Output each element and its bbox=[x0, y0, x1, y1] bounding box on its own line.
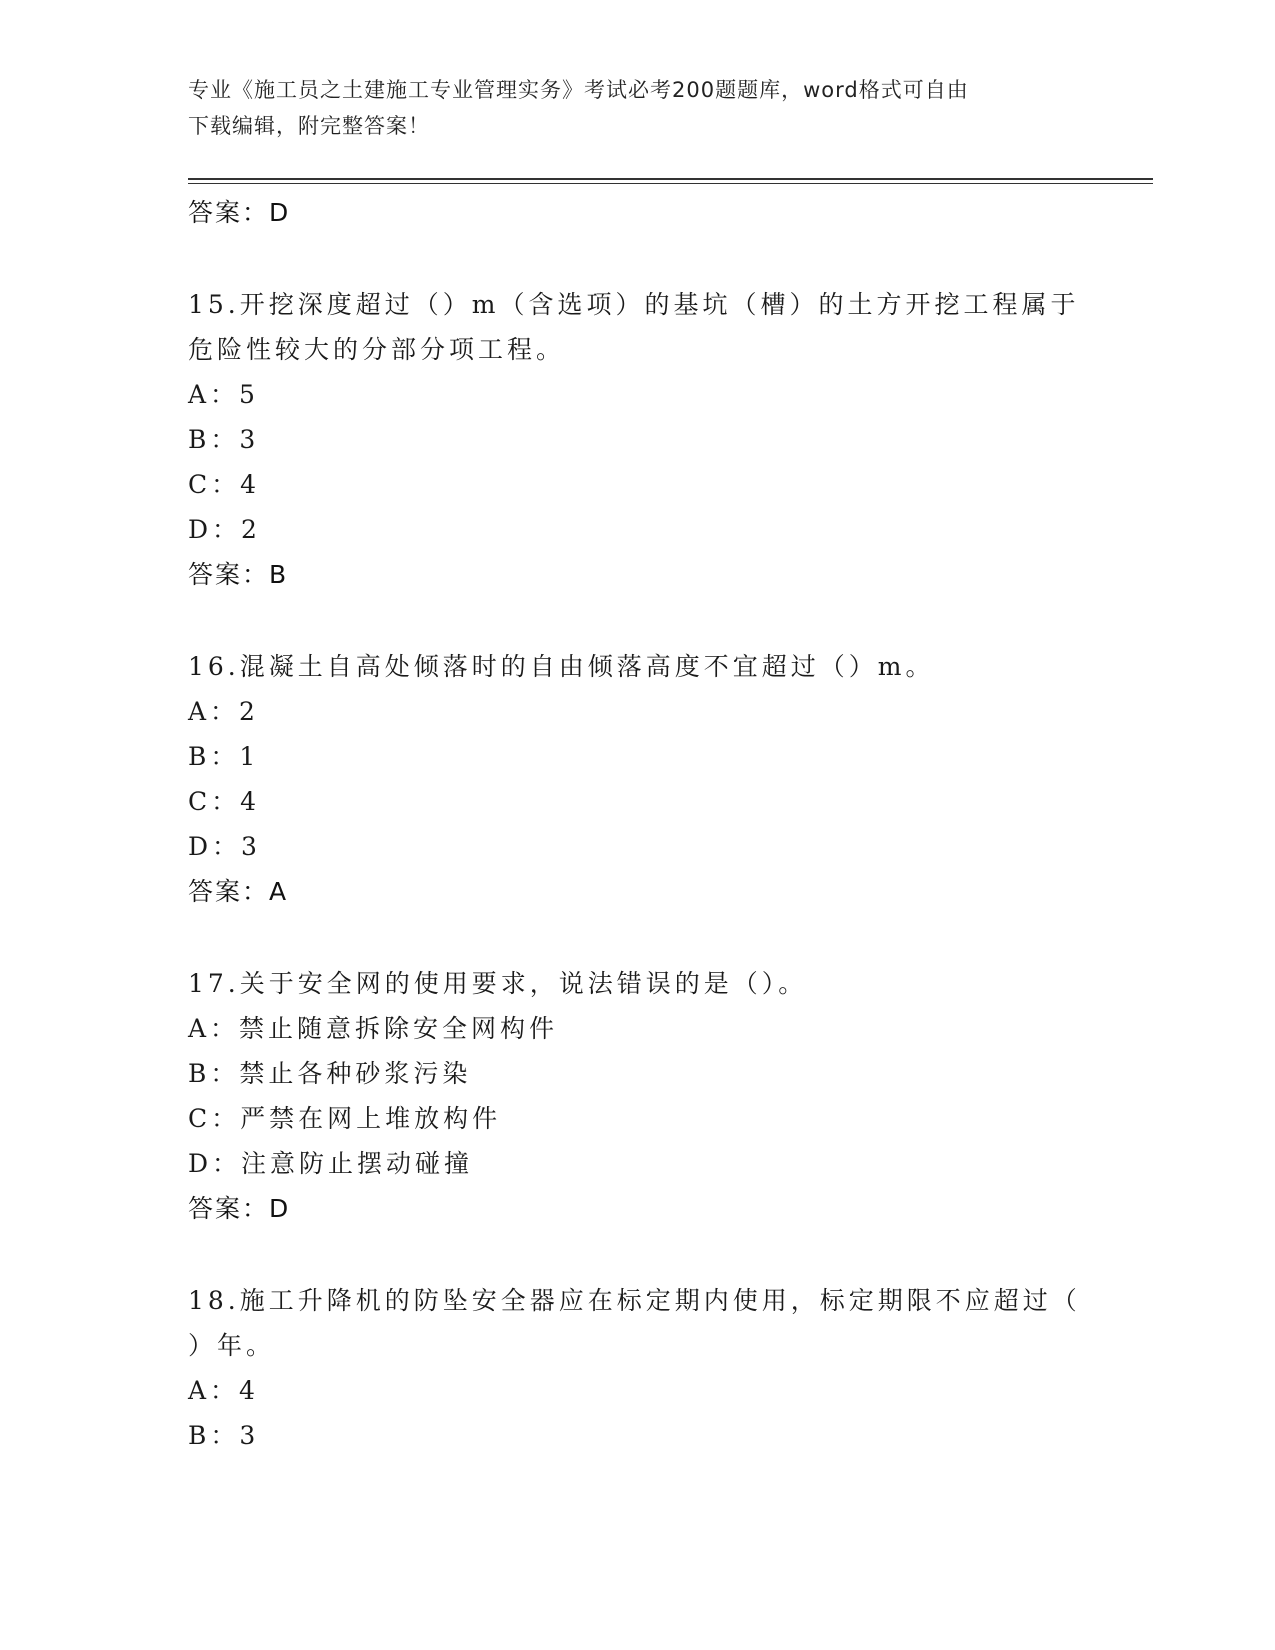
option-c: C：4 bbox=[188, 470, 261, 499]
header-divider-thin bbox=[188, 183, 1153, 184]
option-c: C：4 bbox=[188, 787, 261, 816]
question-15 bbox=[188, 282, 1088, 597]
answer: 答案：D bbox=[188, 1194, 291, 1223]
option-a: A：4 bbox=[188, 1376, 259, 1405]
question-18 bbox=[188, 1278, 1088, 1458]
option-a: A：5 bbox=[188, 380, 259, 409]
document-header bbox=[188, 72, 1088, 144]
option-a: A：禁止随意拆除安全网构件 bbox=[188, 1014, 559, 1043]
option-b: B：禁止各种砂浆污染 bbox=[188, 1059, 472, 1088]
question-16 bbox=[188, 644, 1088, 914]
question-list bbox=[188, 190, 1088, 1458]
header-line-2: 下载编辑，附完整答案！ bbox=[188, 114, 430, 138]
option-b: B：1 bbox=[188, 742, 260, 771]
option-b: B：3 bbox=[188, 425, 260, 454]
question-stem: 18.施工升降机的防坠安全器应在标定期内使用，标定期限不应超过（ bbox=[188, 1286, 1081, 1315]
header-divider-thick bbox=[188, 178, 1153, 180]
answer: 答案：A bbox=[188, 877, 289, 906]
option-d: D：注意防止摆动碰撞 bbox=[188, 1149, 474, 1178]
option-b: B：3 bbox=[188, 1421, 260, 1450]
answer: 答案：B bbox=[188, 560, 289, 589]
option-a: A：2 bbox=[188, 697, 259, 726]
question-17 bbox=[188, 961, 1088, 1231]
header-line-1: 专业《施工员之土建施工专业管理实务》考试必考200题题库，word格式可自由 bbox=[188, 78, 969, 102]
option-d: D：3 bbox=[188, 832, 261, 861]
option-d: D：2 bbox=[188, 515, 261, 544]
previous-answer: 答案：D bbox=[188, 198, 291, 227]
question-stem: 16.混凝土自高处倾落时的自由倾落高度不宜超过（）m。 bbox=[188, 652, 935, 681]
question-stem: 15.开挖深度超过（）m（含选项）的基坑（槽）的土方开挖工程属于 bbox=[188, 290, 1080, 319]
question-stem: ）年。 bbox=[188, 1331, 276, 1360]
option-c: C：严禁在网上堆放构件 bbox=[188, 1104, 502, 1133]
question-stem: 危险性较大的分部分项工程。 bbox=[188, 335, 566, 364]
question-stem: 17.关于安全网的使用要求，说法错误的是（）。 bbox=[188, 969, 808, 998]
